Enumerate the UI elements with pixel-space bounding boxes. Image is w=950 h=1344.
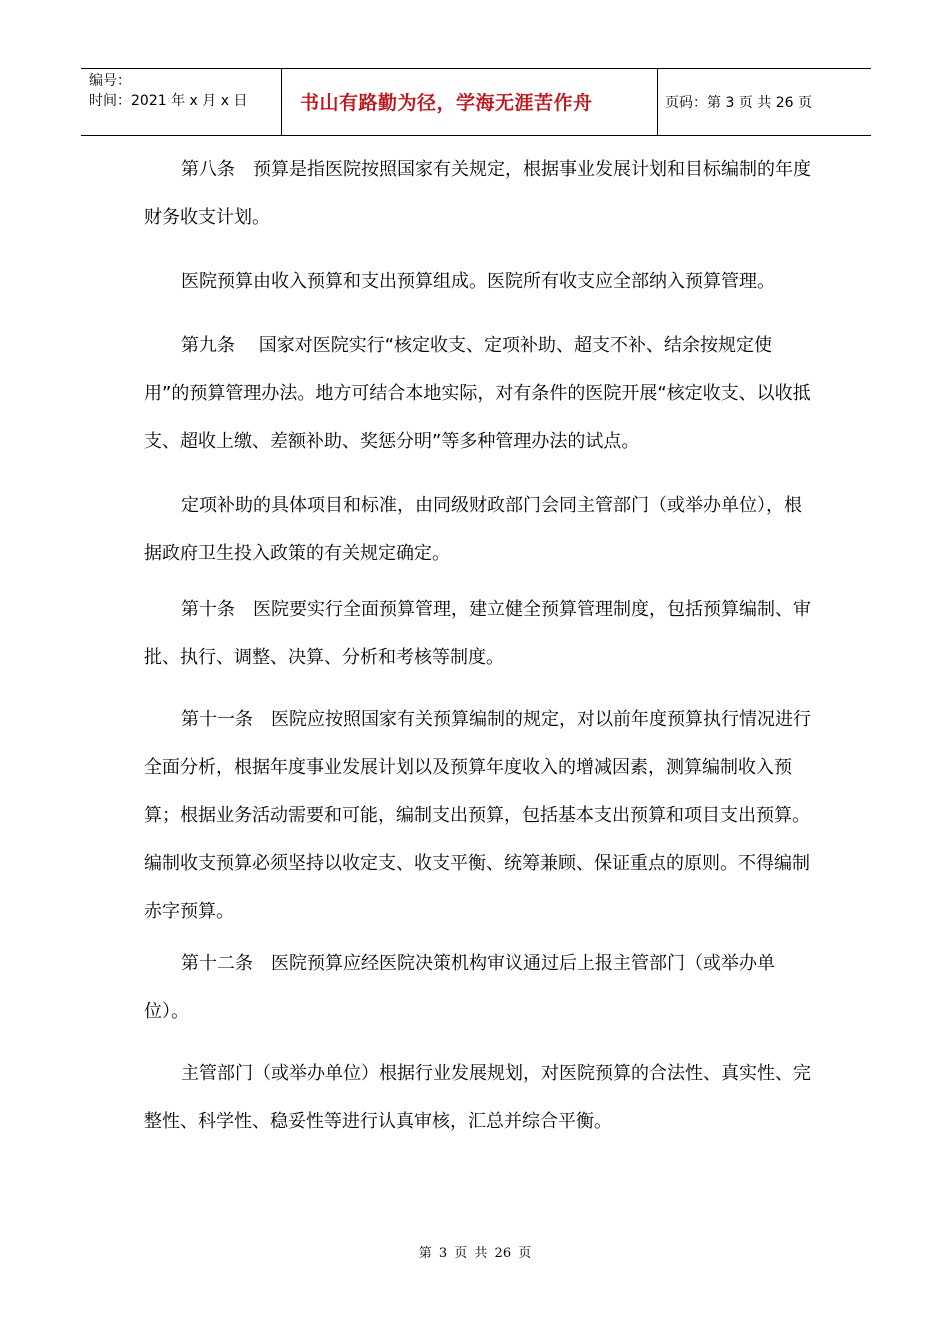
header-page-info: 页码：第 3 页 共 26 页 [665,95,812,111]
paragraph-subsidy-standards: 定项补助的具体项目和标准，由同级财政部门会同主管部门（或举办单位），根据政府卫生投入政策的有关规定确定。 [144,495,802,564]
header-motto-cell [282,69,658,135]
paragraph-article-12: 第十二条 医院预算应经医院决策机构审议通过后上报主管部门（或举办单位）。 [144,953,775,1022]
paragraph-article-11: 第十一条 医院应按照国家有关预算编制的规定，对以前年度预算执行情况进行全面分析，根据年度事业发展计划以及预算年度收入的增减因素，测算编制收入预算；根据业务活动需要和可能，编制支出预算，包括基本支出预算和项目支出预算。编制收支预算必须坚持以收定支、收支平衡、统筹兼顾、保证重点的原则。不得编制赤字预算。 [144,709,811,922]
date-label: 时间：2021 年 x 月 x 日 [89,93,248,109]
paragraph-review: 主管部门（或举办单位）根据行业发展规划，对医院预算的合法性、真实性、完整性、科学性、稳妥性等进行认真审核，汇总并综合平衡。 [144,1063,811,1132]
page-header [81,68,871,136]
header-meta-cell [81,69,282,135]
page-footer: 第 3 页 共 26 页 [418,1246,532,1261]
paragraph-article-9: 第九条 国家对医院实行“核定收支、定项补助、超支不补、结余按规定使用”的预算管理办法。地方可结合本地实际，对有条件的医院开展“核定收支、以收抵支、超收上缴、差额补助、奖惩分明”等多种管理办法的试点。 [144,335,811,452]
paragraph-article-10: 第十条 医院要实行全面预算管理，建立健全预算管理制度，包括预算编制、审批、执行、调整、决算、分析和考核等制度。 [144,599,811,668]
serial-label: 编号： [89,73,131,89]
paragraph-article-8: 第八条 预算是指医院按照国家有关规定，根据事业发展计划和目标编制的年度财务收支计划。 [144,159,811,228]
paragraph-budget-composition: 医院预算由收入预算和支出预算组成。医院所有收支应全部纳入预算管理。 [181,271,775,292]
motto-text: 书山有路勤为径，学海无涯苦作舟 [300,92,593,114]
header-page-cell [658,69,871,135]
